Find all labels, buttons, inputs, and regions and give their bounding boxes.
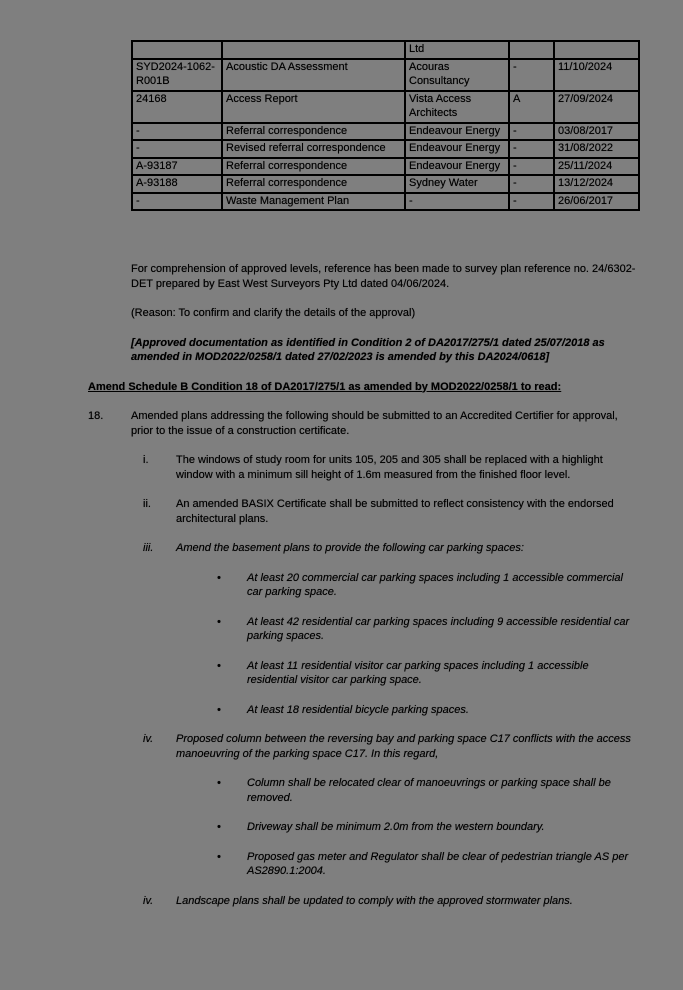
table-cell: 31/08/2022 — [554, 140, 639, 158]
table-cell: 13/12/2024 — [554, 175, 639, 193]
bullet-text: Driveway shall be minimum 2.0m from the western boundary. — [247, 821, 545, 833]
table-cell: 25/11/2024 — [554, 158, 639, 176]
table-cell: Acouras Consultancy — [405, 59, 509, 91]
table-row — [132, 41, 639, 59]
table-cell: Vista Access Architects — [405, 91, 509, 123]
table-row — [132, 140, 639, 158]
table-cell: Endeavour Energy — [405, 123, 509, 141]
table-cell: Waste Management Plan — [222, 193, 405, 211]
subitem-text: An amended BASIX Certificate shall be submitted to reflect consistency with the endorsed architectural plans. — [176, 498, 614, 525]
subitem-text: Amend the basement plans to provide the following car parking spaces: — [176, 542, 524, 554]
subitem-text: Proposed column between the reversing bay and parking space C17 conflicts with the access manoeuvring of the parking space C17. In this regard, — [176, 733, 631, 760]
bullet-item — [88, 659, 640, 688]
bullet-text: At least 20 commercial car parking spaces including 1 accessible commercial car parking space. — [247, 571, 623, 598]
bullet-list — [88, 776, 640, 879]
table-cell: Referral correspondence — [222, 175, 405, 193]
subitem-label: i. — [143, 454, 149, 466]
table-cell — [132, 41, 222, 59]
table-row — [132, 193, 639, 211]
subitem-text: The windows of study room for units 105, 205 and 305 shall be replaced with a highlight window with a minimum sill height of 1.6m measured from the finished floor level. — [176, 454, 603, 481]
table-cell — [554, 41, 639, 59]
table-cell: A-93187 — [132, 158, 222, 176]
table-cell: - — [132, 123, 222, 141]
bullet-icon: • — [217, 850, 221, 863]
reason-note: (Reason: To confirm and clarify the details of the approval) — [131, 307, 416, 319]
table-cell: - — [132, 140, 222, 158]
bullet-text: At least 18 residential bicycle parking spaces. — [247, 703, 469, 716]
table-cell: Ltd — [405, 41, 509, 59]
subitem-label: iii. — [143, 542, 154, 554]
table-cell: 24168 — [132, 91, 222, 123]
table-cell: - — [132, 193, 222, 211]
table-cell: Sydney Water — [405, 175, 509, 193]
table-cell: - — [509, 193, 554, 211]
table-cell: - — [509, 158, 554, 176]
table-cell: A-93188 — [132, 175, 222, 193]
table-cell: - — [509, 175, 554, 193]
subitem-text: Landscape plans shall be updated to comply with the approved stormwater plans. — [176, 894, 573, 907]
approved-documents-table — [131, 40, 640, 211]
table-cell: 27/09/2024 — [554, 91, 639, 123]
table-cell: A — [509, 91, 554, 123]
bullet-icon: • — [217, 777, 221, 789]
table-row — [132, 59, 639, 91]
amend-condition-heading: Amend Schedule B Condition 18 of DA2017/275/1 as amended by MOD2022/0258/1 to read: — [88, 380, 562, 393]
bullet-icon: • — [217, 615, 221, 628]
subitem-label: iv. — [143, 733, 154, 745]
table-row — [132, 123, 639, 141]
survey-reference-paragraph: For comprehension of approved levels, reference has been made to survey plan reference no. 24/6302-DET prepared by East West Surveyors Pty Ltd dated 04/06/2024. — [131, 263, 636, 290]
table-row — [132, 158, 639, 176]
table-cell: - — [509, 123, 554, 141]
condition-subitem — [88, 541, 640, 717]
bullet-icon: • — [217, 659, 221, 672]
table-cell: Endeavour Energy — [405, 140, 509, 158]
bullet-item — [88, 615, 640, 644]
condition-subitems — [88, 453, 640, 908]
table-cell: - — [405, 193, 509, 211]
table-cell: - — [509, 140, 554, 158]
bullet-item — [88, 703, 640, 718]
table-cell: 26/06/2017 — [554, 193, 639, 211]
table-cell: 03/08/2017 — [554, 123, 639, 141]
table-cell: - — [509, 59, 554, 91]
bullet-icon: • — [217, 703, 221, 716]
table-cell: Referral correspondence — [222, 158, 405, 176]
table-row — [132, 91, 639, 123]
bullet-list — [88, 571, 640, 718]
bullet-icon: • — [217, 821, 221, 833]
table-cell: Endeavour Energy — [405, 158, 509, 176]
table-cell: Access Report — [222, 91, 405, 123]
bullet-icon: • — [217, 571, 221, 584]
bullet-text: At least 11 residential visitor car parking spaces including 1 accessible residential visitor car parking space. — [247, 659, 589, 686]
table-row — [132, 175, 639, 193]
condition-18-item — [88, 409, 640, 438]
bullet-item — [88, 571, 640, 600]
bullet-text: Column shall be relocated clear of manoeuvrings or parking space shall be removed. — [247, 777, 611, 804]
table-cell: SYD2024-1062-R001B — [132, 59, 222, 91]
subitem-label: ii. — [143, 498, 151, 510]
bullet-text: Proposed gas meter and Regulator shall be clear of pedestrian triangle AS per AS2890.1:2004. — [247, 850, 629, 877]
condition-subitem — [88, 894, 640, 909]
table-cell: Revised referral correspondence — [222, 140, 405, 158]
bullet-item — [88, 820, 640, 835]
table-cell: Acoustic DA Assessment — [222, 59, 405, 91]
condition-subitem — [88, 453, 640, 482]
table-cell — [222, 41, 405, 59]
table-cell — [509, 41, 554, 59]
bullet-item — [88, 776, 640, 805]
condition-number: 18. — [88, 410, 104, 422]
bullet-text: At least 42 residential car parking spaces including 9 accessible residential car parking spaces. — [247, 615, 630, 642]
condition-subitem — [88, 732, 640, 879]
subitem-label: iv. — [143, 894, 154, 907]
condition-subitem — [88, 497, 640, 526]
bullet-item — [88, 850, 640, 879]
table-cell: Referral correspondence — [222, 123, 405, 141]
document-body — [88, 262, 640, 923]
condition-text: Amended plans addressing the following should be submitted to an Accredited Certifier for approval, prior to the issue of a construction certificate. — [131, 410, 618, 437]
approved-documentation-note: [Approved documentation as identified in Condition 2 of DA2017/275/1 dated 25/07/2018 as amended in MOD2022/0258/1 dated 27/02/2023 is amended by this DA2024/0618] — [131, 336, 605, 363]
table-cell: 11/10/2024 — [554, 59, 639, 91]
